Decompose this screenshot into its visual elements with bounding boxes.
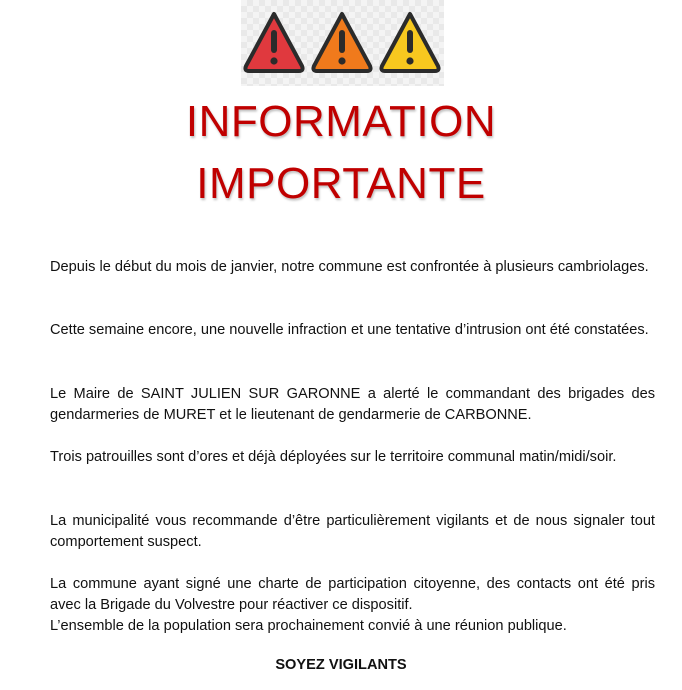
paragraph-mayor-alert: Le Maire de SAINT JULIEN SUR GARONNE a alerté le commandant des brigades des gendarmeries de MURET et le lieutenant de gendarmerie de CARBONNE. [50,386,655,423]
paragraph-this-week: Cette semaine encore, une nouvelle infraction et une tentative d’intrusion ont été constatées. [50,322,649,338]
closing-call: SOYEZ VIGILANTS [275,657,407,673]
paragraph-burglaries: Depuis le début du mois de janvier, notre commune est confrontée à plusieurs cambriolages. [50,259,649,275]
headline-line-2: IMPORTANTE [196,159,486,208]
charter-text: La commune ayant signé une charte de participation citoyenne, des contacts ont été pris avec la Brigade du Volvestre pour réactiver ce dispositif. [50,576,655,613]
warning-yellow-icon [381,14,438,71]
paragraph-recommendation: La municipalité vous recommande d’être particulièrement vigilants et de nous signaler tout comportement suspect. [50,513,655,550]
paragraph-citizen-charter [50,574,655,637]
warning-banner [241,0,444,86]
headline-line-1: INFORMATION [185,97,497,146]
warning-orange-icon [313,14,370,71]
public-meeting-text: L’ensemble de la population sera prochainement convié à une réunion publique. [50,618,567,634]
warning-red-icon [245,14,302,71]
warning-icons-group [241,0,444,86]
paragraph-patrols: Trois patrouilles sont d’ores et déjà déployées sur le territoire communal matin/midi/soir. [50,449,617,465]
